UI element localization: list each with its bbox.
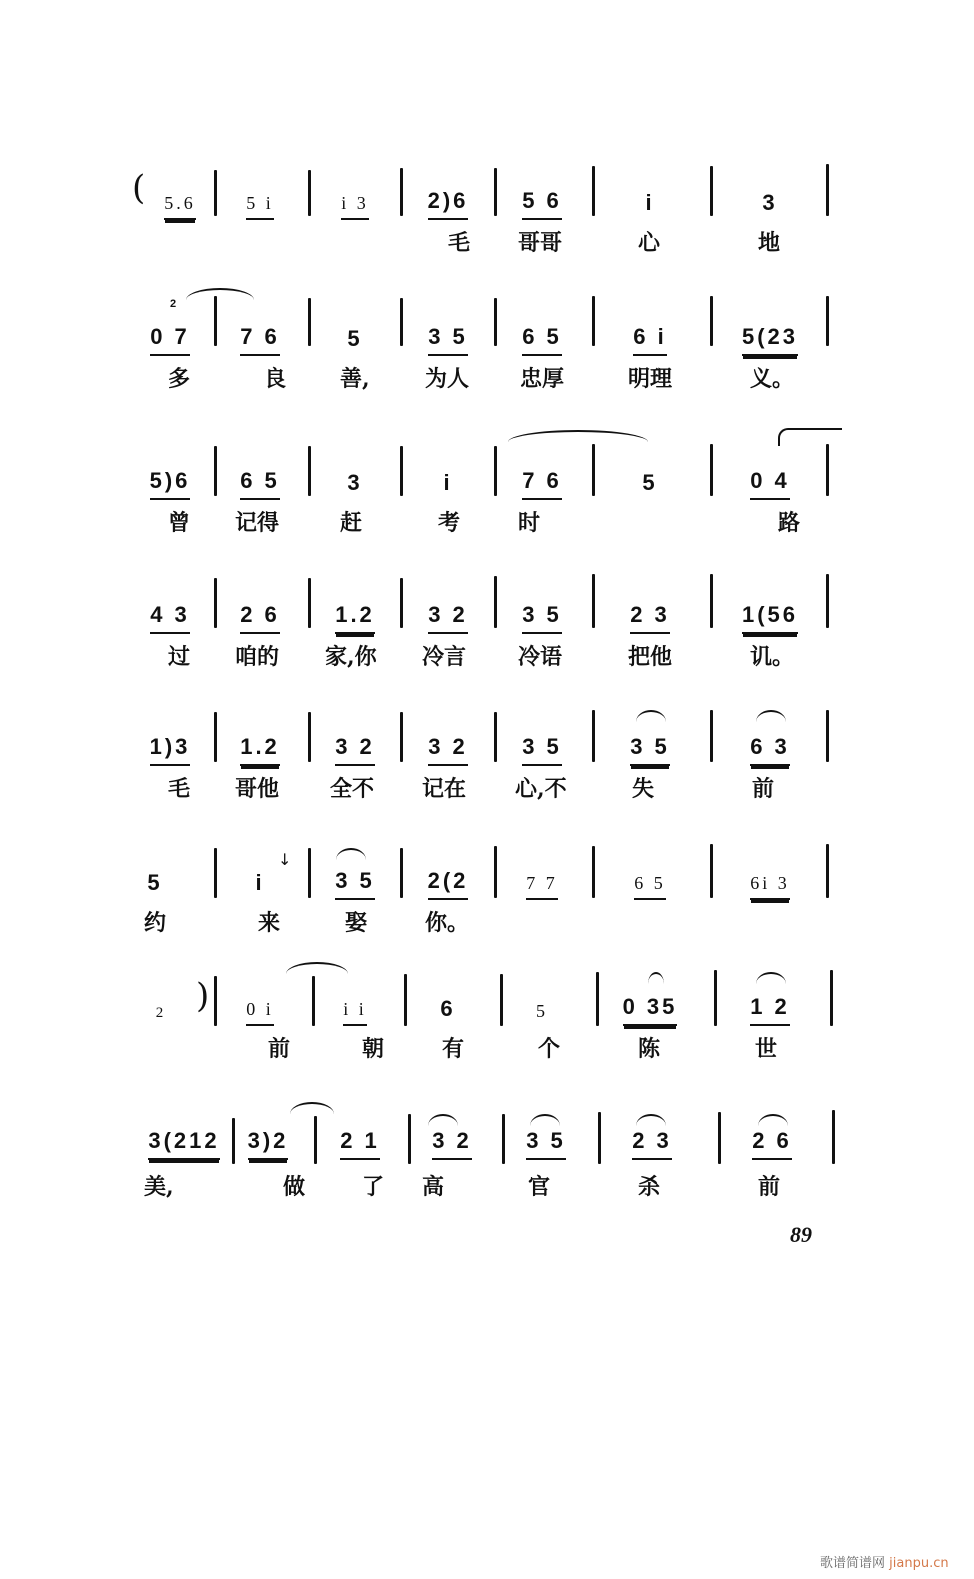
barline [400,168,403,216]
barline [308,712,311,762]
notes: 2 3 [632,1128,672,1160]
barline [710,710,713,762]
barline [826,844,829,898]
notes: 4 3 [150,602,190,634]
notes: 2 [155,1005,165,1021]
measure [140,296,200,356]
lyric: 把他 [628,644,673,670]
notes: 6 i [633,324,666,356]
lyric: 约 [144,910,167,936]
barline [400,848,403,898]
measure [412,1100,492,1160]
barline [494,446,497,496]
lyric: 毛 [448,230,471,256]
barline [214,578,217,628]
notes: 0 4 [750,468,790,500]
measure [315,840,395,900]
notes: 3 5 [335,868,375,900]
notes: 3 [762,190,778,215]
notes: 0 7 [150,324,190,356]
barline [400,712,403,762]
watermark-site: jianpu.cn [889,1556,949,1571]
measure [315,574,395,634]
notes: 2 3 [630,602,670,634]
lyric: 高 [422,1174,445,1200]
measure [600,706,700,766]
barline [826,296,829,346]
barline [494,168,497,216]
notes: 3 2 [335,734,375,766]
lyric: 冷语 [518,644,563,670]
barline [826,710,829,762]
barline [308,446,311,496]
notes: 1 2 [750,994,790,1026]
measure [140,966,180,1026]
measure [720,706,820,766]
lyric: 忠厚 [520,366,565,392]
measure [315,296,395,356]
glide-arrow-icon: ↓ [278,850,292,869]
notes: 5)6 [150,468,191,500]
score-row-4 [140,574,840,694]
measure [220,706,300,766]
measure [600,574,700,634]
barline [308,578,311,628]
barline [232,1118,235,1164]
lyric: 杀 [638,1174,661,1200]
notes: 6 3 [750,734,790,766]
watermark [820,1552,949,1571]
measure [720,840,820,900]
notes: 0 35 [623,994,678,1026]
measure [150,160,210,220]
measure [502,840,582,900]
measure [720,296,820,356]
score-row-7 [140,966,840,1086]
barline [714,970,717,1026]
lyric: 咱的 [235,644,280,670]
lyric: 善, [340,366,370,392]
lyric: 记在 [422,776,467,802]
measure [720,966,820,1026]
lyric: 美, [144,1174,174,1200]
measure [502,574,582,634]
notes: 5 i [246,193,274,220]
grace-note: 2 [170,298,177,310]
measure [220,574,300,634]
score-row-5 [140,706,840,826]
watermark-text: 歌谱简谱网 [820,1556,886,1571]
notes: 0 i [246,999,274,1026]
score-row-3 [140,440,840,560]
measure [502,706,582,766]
close-paren: ) [196,976,210,1016]
notes: 6 5 [634,873,666,900]
page-number: 89 [790,1222,812,1247]
measure [506,1100,586,1160]
measure [502,160,582,220]
lyric: 明理 [628,366,673,392]
notes: 7 6 [240,324,280,356]
lyric: 考 [438,510,461,536]
measure [238,1100,298,1160]
measure [602,1100,702,1160]
lyric: 世 [755,1036,778,1062]
lyric: 过 [168,644,191,670]
measure [315,966,395,1026]
barline [214,976,217,1026]
barline [308,170,311,216]
barline [214,170,217,216]
measure [502,966,582,1026]
measure [502,440,582,500]
measure [720,574,820,634]
notes: 6i 3 [750,873,790,900]
barline [400,446,403,496]
barline [710,574,713,628]
notes: 3 2 [432,1128,472,1160]
notes: i [645,190,655,215]
notes: 5 [147,870,163,895]
notes: 3 5 [630,734,670,766]
measure [315,440,395,500]
lyric: 陈 [638,1036,661,1062]
score-row-1 [132,160,840,280]
notes: i i [343,999,367,1026]
notes: 5 [536,1001,548,1021]
notes: 7 6 [522,468,562,500]
barline [826,574,829,628]
lyric: 时 [518,510,541,536]
measure [600,160,700,220]
measure [220,440,300,500]
measure [140,574,200,634]
notes: 3 5 [428,324,468,356]
lyric: 来 [258,910,281,936]
measure [722,1100,822,1160]
notes: 1(56 [742,602,798,634]
measure [408,440,488,500]
barline [710,296,713,346]
notes: 5 [347,326,363,351]
notes: 3 2 [428,602,468,634]
barline [214,712,217,762]
barline [596,972,599,1026]
lyric: 义。 [750,366,795,392]
notes: 1.2 [335,602,375,634]
lyric: 了 [362,1174,385,1200]
open-paren: ( [132,168,146,208]
score-row-6 [140,840,840,960]
measure [502,296,582,356]
lyric: 家,你 [325,644,377,670]
lyric: 路 [778,510,801,536]
measure [600,966,700,1026]
measure [140,840,170,900]
measure [600,440,700,500]
notes: 5 [642,470,658,495]
measure [408,966,488,1026]
measure [408,706,488,766]
lyric: 曾 [168,510,191,536]
notes: 3 5 [522,734,562,766]
measure [220,296,300,356]
lyric: 做 [283,1174,306,1200]
notes: 2)6 [428,188,469,220]
barline [314,1116,317,1164]
notes: 2 6 [240,602,280,634]
lyric: 心 [638,230,661,256]
barline [400,578,403,628]
barline [214,446,217,496]
barline [308,298,311,346]
measure [140,1100,228,1160]
lyric: 前 [752,776,775,802]
notes: 5(23 [742,324,798,356]
lyric: 良 [264,366,287,392]
barline [404,974,407,1026]
barline [494,846,497,898]
barline [710,166,713,216]
notes: 3 5 [522,602,562,634]
lyric: 个 [538,1036,561,1062]
measure [408,296,488,356]
barline [592,710,595,762]
lyric: 前 [758,1174,781,1200]
barline [830,970,833,1026]
lyric: 哥哥 [518,230,563,256]
barline [832,1110,835,1164]
lyric: 有 [442,1036,465,1062]
barline [718,1112,721,1164]
lyric: 毛 [168,776,191,802]
barline [592,296,595,346]
notes: 1)3 [150,734,191,766]
measure [220,966,300,1026]
lyric: 前 [268,1036,291,1062]
barline [592,444,595,496]
barline [214,296,217,346]
lyric: 失 [632,776,655,802]
barline [710,444,713,496]
barline [592,166,595,216]
notes: 1.2 [240,734,280,766]
barline [308,848,311,898]
notes: 2 6 [752,1128,792,1160]
measure [315,706,395,766]
barline [502,1114,505,1164]
lyric: 娶 [345,910,368,936]
measure [220,160,300,220]
lyric: 记得 [235,510,280,536]
barline [494,576,497,628]
measure [408,840,488,900]
lyric: 赶 [340,510,363,536]
notes: 3(212 [148,1128,219,1160]
lyric: 官 [528,1174,551,1200]
notes: 2(2 [428,868,469,900]
barline [592,574,595,628]
lyric: 讥。 [750,644,795,670]
notes: 6 [440,996,456,1021]
barline [494,298,497,346]
measure [140,440,200,500]
barline [214,848,217,898]
notes: 5.6 [164,193,196,220]
measure [600,296,700,356]
lyric: 哥他 [235,776,280,802]
measure [140,706,200,766]
measure [408,574,488,634]
measure [408,160,488,220]
notes: 7 7 [526,873,558,900]
lyric: 你。 [425,910,470,936]
barline [710,844,713,898]
lyric: 多 [168,366,191,392]
measure [320,1100,400,1160]
notes: 3)2 [248,1128,289,1160]
barline [408,1114,411,1164]
lyric: 全不 [330,776,375,802]
notes: i [255,870,265,895]
lyric: 为人 [425,366,470,392]
notes: 2 1 [340,1128,380,1160]
lyric: 地 [758,230,781,256]
measure [720,160,820,220]
score-row-8 [140,1100,840,1220]
notes: 6 5 [240,468,280,500]
barline [494,712,497,762]
barline [826,164,829,216]
notes: 3 5 [526,1128,566,1160]
measure [720,440,820,500]
measure [220,840,300,900]
lyric: 冷言 [422,644,467,670]
measure [600,840,700,900]
notes: 3 [347,470,363,495]
measure [315,160,395,220]
barline [592,846,595,898]
notes: i [443,470,453,495]
barline [400,298,403,346]
score-row-2 [140,296,840,416]
lyric: 心,不 [515,776,567,802]
notes: 6 5 [522,324,562,356]
barline [826,444,829,496]
lyric: 朝 [362,1036,385,1062]
notes: 5 6 [522,188,562,220]
barline [598,1112,601,1164]
notes: 3 2 [428,734,468,766]
notes: i 3 [341,193,369,220]
